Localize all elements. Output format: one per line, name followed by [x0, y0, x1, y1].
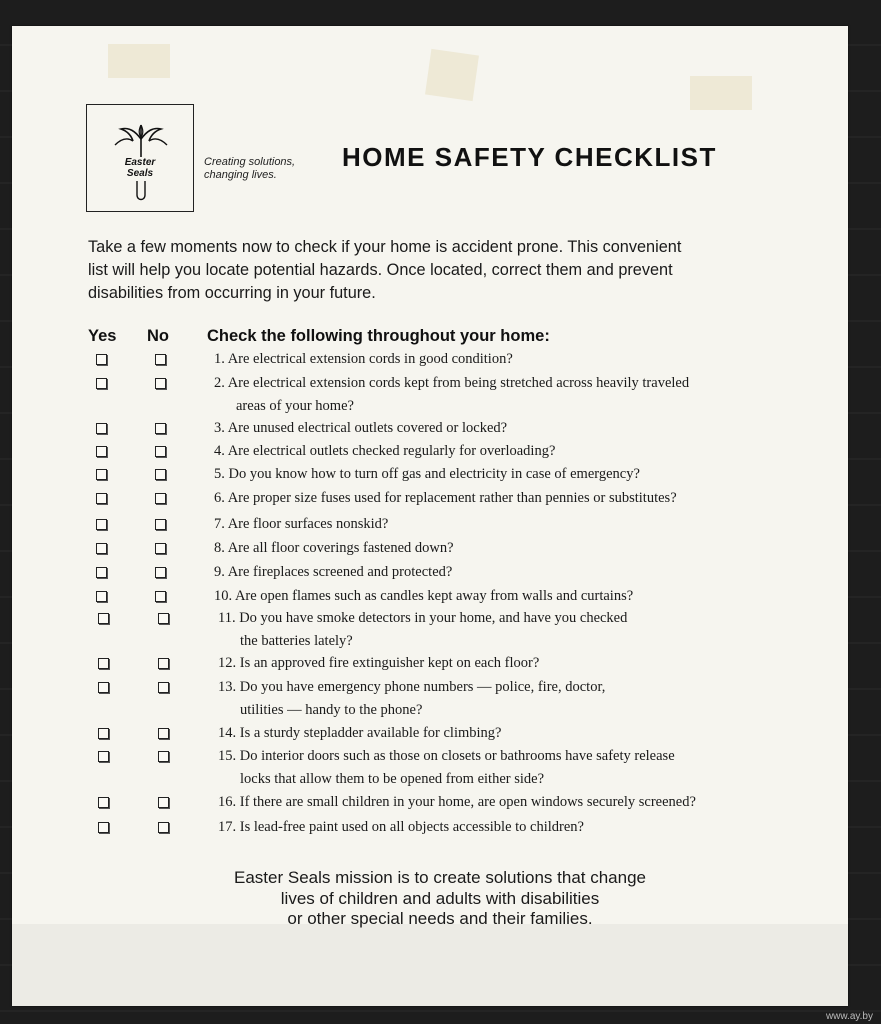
- no-checkbox[interactable]: [158, 751, 169, 762]
- no-checkbox[interactable]: [155, 423, 166, 434]
- yes-checkbox[interactable]: [96, 543, 107, 554]
- checklist-question-continuation: utilities — handy to the phone?: [240, 702, 423, 718]
- tagline: [204, 156, 324, 182]
- no-checkbox[interactable]: [155, 591, 166, 602]
- yes-checkbox[interactable]: [96, 591, 107, 602]
- no-checkbox[interactable]: [158, 682, 169, 693]
- yes-checkbox[interactable]: [96, 493, 107, 504]
- checklist-question-continuation: the batteries lately?: [240, 633, 353, 649]
- checklist-question: 5. Do you know how to turn off gas and electricity in case of emergency?: [214, 466, 640, 482]
- checklist-question: 8. Are all floor coverings fastened down?: [214, 540, 454, 556]
- checklist-question-continuation: locks that allow them to be opened from either side?: [240, 771, 545, 787]
- no-column-header: No: [147, 327, 169, 345]
- logo-stem-icon: [131, 179, 151, 209]
- no-checkbox[interactable]: [158, 658, 169, 669]
- mission-line: lives of children and adults with disabilities: [280, 888, 600, 908]
- bottom-strip: [12, 924, 848, 1006]
- tagline-line: Creating solutions,: [204, 156, 296, 168]
- intro-paragraph: [88, 236, 748, 305]
- no-checkbox[interactable]: [155, 519, 166, 530]
- checklist-question: 6. Are proper size fuses used for replacement rather than pennies or substitutes?: [214, 490, 677, 506]
- checklist-question: 11. Do you have smoke detectors in your home, and have you checked: [218, 610, 628, 626]
- yes-checkbox[interactable]: [96, 378, 107, 389]
- yes-checkbox[interactable]: [96, 354, 107, 365]
- no-checkbox[interactable]: [155, 378, 166, 389]
- tape-mark: [425, 49, 479, 101]
- watermark: www.ay.by: [825, 1011, 873, 1022]
- yes-checkbox[interactable]: [98, 797, 109, 808]
- no-checkbox[interactable]: [158, 728, 169, 739]
- yes-checkbox[interactable]: [98, 613, 109, 624]
- checklist-question-continuation: areas of your home?: [236, 398, 354, 414]
- yes-checkbox[interactable]: [96, 469, 107, 480]
- yes-column-header: Yes: [88, 327, 117, 345]
- mission-line: or other special needs and their families.: [287, 909, 593, 928]
- yes-checkbox[interactable]: [96, 567, 107, 578]
- checklist-question: 9. Are fireplaces screened and protected?: [214, 564, 453, 580]
- tagline-line: changing lives.: [204, 169, 277, 181]
- checklist-question: 17. Is lead-free paint used on all objects accessible to children?: [218, 819, 584, 835]
- logo-line: Seals: [126, 168, 154, 179]
- yes-checkbox[interactable]: [96, 423, 107, 434]
- intro-line: list will help you locate potential hazards. Once located, correct them and prevent: [88, 261, 673, 279]
- no-checkbox[interactable]: [155, 354, 166, 365]
- tape-mark: [108, 44, 170, 78]
- logo-line: Easter: [124, 157, 156, 168]
- checklist-question: 15. Do interior doors such as those on closets or bathrooms have safety release: [218, 748, 675, 764]
- yes-checkbox[interactable]: [98, 658, 109, 669]
- no-checkbox[interactable]: [155, 493, 166, 504]
- checklist-heading: Check the following throughout your home:: [207, 327, 550, 345]
- no-checkbox[interactable]: [155, 469, 166, 480]
- intro-line: disabilities from occurring in your future.: [88, 284, 376, 302]
- mission-line: Easter Seals mission is to create solutions that change: [234, 868, 646, 887]
- no-checkbox[interactable]: [158, 822, 169, 833]
- lily-icon: [111, 119, 171, 159]
- no-checkbox[interactable]: [155, 567, 166, 578]
- checklist-question: 7. Are floor surfaces nonskid?: [214, 516, 389, 532]
- tape-mark: [690, 76, 752, 110]
- mission-statement: [160, 868, 720, 930]
- page-title: HOME SAFETY CHECKLIST: [342, 142, 717, 172]
- yes-checkbox[interactable]: [96, 446, 107, 457]
- checklist-question: 2. Are electrical extension cords kept from being stretched across heavily traveled: [214, 375, 690, 391]
- checklist-question: 3. Are unused electrical outlets covered or locked?: [214, 420, 508, 436]
- yes-checkbox[interactable]: [98, 728, 109, 739]
- yes-checkbox[interactable]: [96, 519, 107, 530]
- yes-checkbox[interactable]: [98, 682, 109, 693]
- checklist-question: 4. Are electrical outlets checked regularly for overloading?: [214, 443, 556, 459]
- logo-text: [87, 157, 193, 179]
- intro-line: Take a few moments now to check if your home is accident prone. This convenient: [88, 238, 682, 256]
- checklist-question: 14. Is a sturdy stepladder available for climbing?: [218, 725, 502, 741]
- yes-checkbox[interactable]: [98, 751, 109, 762]
- no-checkbox[interactable]: [155, 446, 166, 457]
- yes-checkbox[interactable]: [98, 822, 109, 833]
- checklist-question: 16. If there are small children in your home, are open windows securely screened?: [218, 794, 696, 810]
- checklist-question: 1. Are electrical extension cords in good condition?: [214, 351, 513, 367]
- no-checkbox[interactable]: [158, 613, 169, 624]
- easter-seals-logo: [86, 104, 194, 212]
- checklist-question: 10. Are open flames such as candles kept away from walls and curtains?: [214, 588, 634, 604]
- no-checkbox[interactable]: [155, 543, 166, 554]
- checklist-question: 12. Is an approved fire extinguisher kept on each floor?: [218, 655, 540, 671]
- no-checkbox[interactable]: [158, 797, 169, 808]
- checklist-question: 13. Do you have emergency phone numbers — police, fire, doctor,: [218, 679, 606, 695]
